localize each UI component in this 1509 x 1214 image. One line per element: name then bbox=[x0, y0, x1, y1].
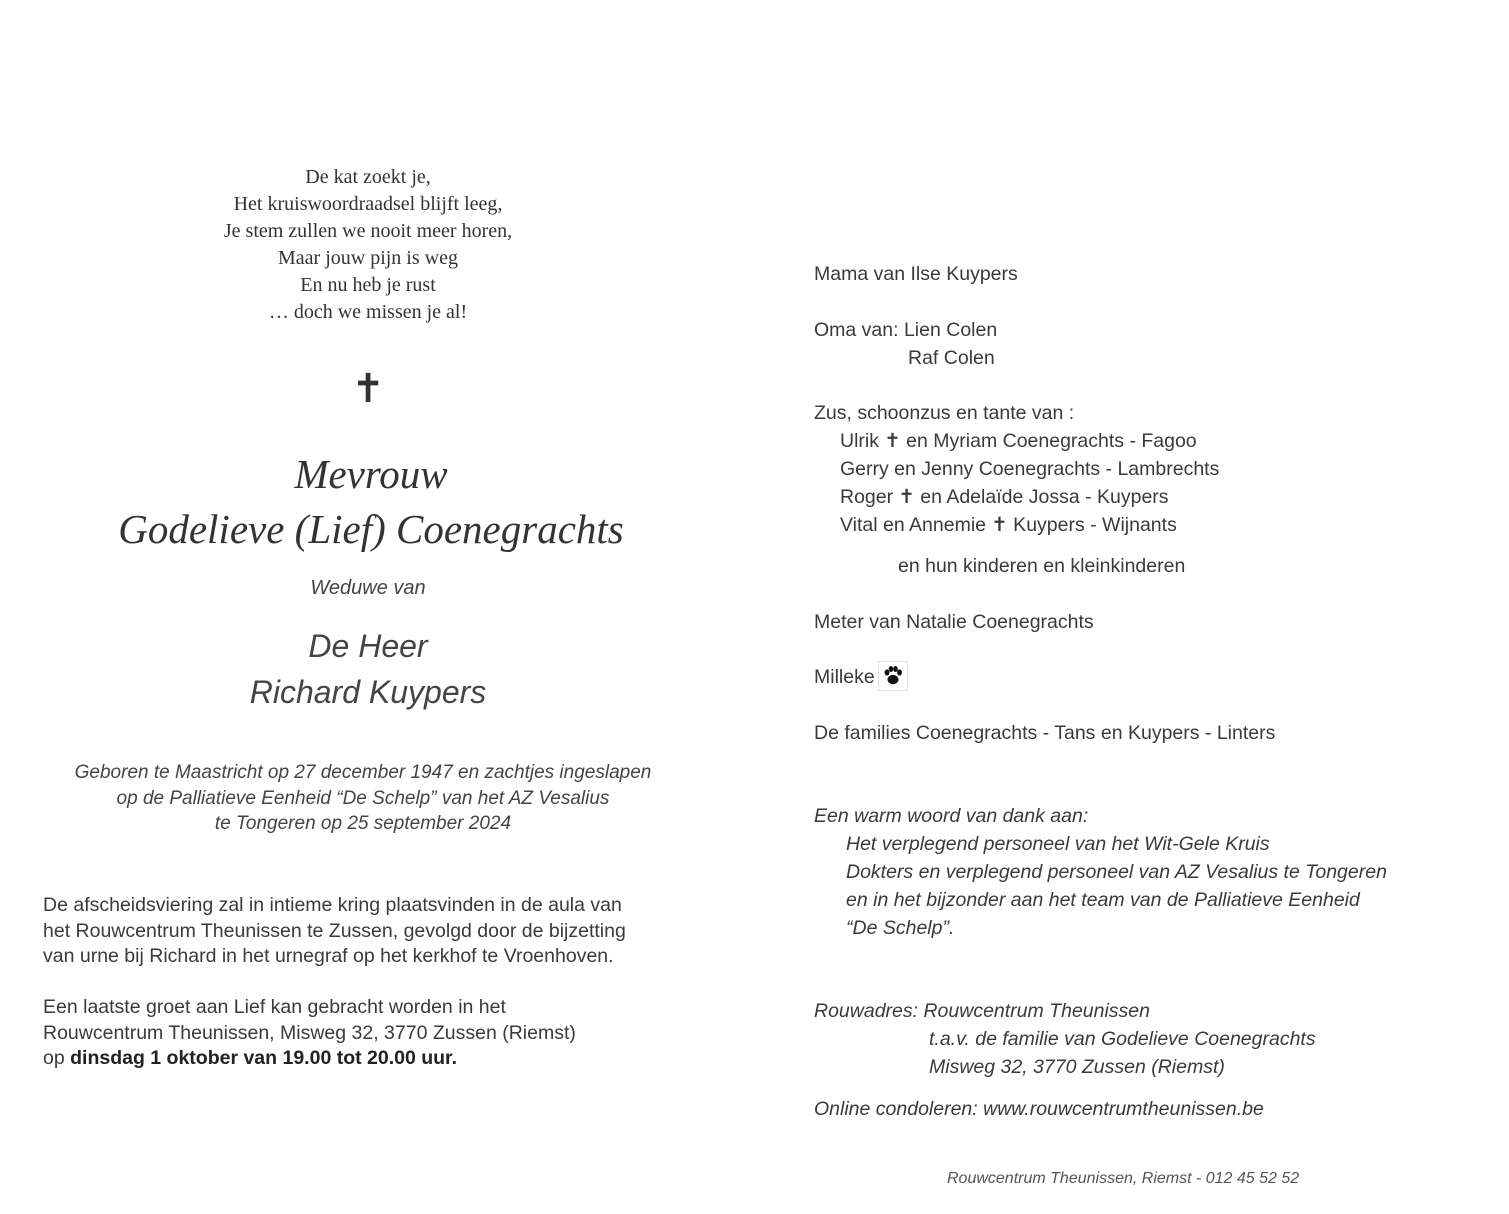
visitation-line bbox=[43, 1046, 703, 1072]
children-line: en hun kinderen en kleinkinderen bbox=[898, 555, 1186, 577]
zus-header: Zus, schoonzus en tante van : bbox=[814, 402, 1075, 424]
visitation-text bbox=[43, 995, 703, 1072]
visitation-prefix: op bbox=[43, 1047, 71, 1069]
pet-name: Milleke bbox=[814, 666, 875, 689]
birth-death-info bbox=[30, 760, 696, 837]
ceremony-line: het Rouwcentrum Theunissen te Zussen, gevolgd door de bijzetting bbox=[43, 919, 626, 942]
ceremony-line: van urne bij Richard in het urnegraf op het kerkhof te Vroenhoven. bbox=[43, 945, 614, 967]
oma-line: Oma van: Lien Colen bbox=[814, 319, 998, 341]
paw-icon bbox=[878, 661, 908, 691]
spouse-title: De Heer bbox=[308, 628, 428, 664]
spouse-name: Richard Kuypers bbox=[249, 674, 487, 710]
poem-line: Je stem zullen we nooit meer horen, bbox=[223, 220, 513, 242]
sibling-text: en Adelaïde Jossa - Kuypers bbox=[914, 486, 1169, 508]
address-line: t.a.v. de familie van Godelieve Coenegrachts bbox=[929, 1028, 1316, 1050]
poem-line: … doch we missen je al! bbox=[268, 301, 468, 323]
sibling-text: Gerry en Jenny Coenegrachts - Lambrechts bbox=[840, 458, 1220, 480]
address-label: Rouwadres: Rouwcentrum Theunissen bbox=[814, 1000, 1150, 1022]
widow-of-label: Weduwe van bbox=[310, 577, 426, 599]
meter-line: Meter van Natalie Coenegrachts bbox=[814, 611, 1094, 633]
poem-line: En nu heb je rust bbox=[300, 274, 436, 296]
address-line: Misweg 32, 3770 Zussen (Riemst) bbox=[929, 1056, 1225, 1078]
thanks-line: en in het bijzonder aan het team van de Palliatieve Eenheid bbox=[846, 889, 1360, 911]
sibling-line bbox=[840, 455, 1219, 483]
poem-line: Maar jouw pijn is weg bbox=[278, 247, 458, 269]
sibling-line bbox=[840, 511, 1177, 539]
cross-icon: ✝ bbox=[991, 514, 1008, 536]
deceased-name: Godelieve (Lief) Coenegrachts bbox=[118, 506, 624, 552]
visitation-line: Een laatste groet aan Lief kan gebracht worden in het bbox=[43, 996, 506, 1018]
sibling-text: Kuypers - Wijnants bbox=[1007, 514, 1177, 536]
birth-line: Geboren te Maastricht op 27 december 1947 en zachtjes ingeslapen bbox=[74, 762, 652, 783]
cross-icon: ✝ bbox=[884, 430, 901, 452]
families-line: De families Coenegrachts - Tans en Kuypers - Linters bbox=[814, 722, 1276, 744]
thanks-line: Dokters en verplegend personeel van AZ Vesalius te Tongeren bbox=[846, 861, 1387, 883]
online-condolence: Online condoleren: www.rouwcentrumtheunissen.be bbox=[814, 1098, 1264, 1120]
sibling-line bbox=[840, 483, 1169, 511]
thanks-line: “De Schelp”. bbox=[846, 917, 955, 939]
sibling-text: en Myriam Coenegrachts - Fagoo bbox=[900, 430, 1197, 452]
ceremony-text bbox=[43, 893, 703, 970]
oma-line-2: Raf Colen bbox=[908, 347, 995, 369]
visitation-line: Rouwcentrum Theunissen, Misweg 32, 3770 Zussen (Riemst) bbox=[43, 1021, 576, 1044]
poem-line: De kat zoekt je, bbox=[305, 166, 431, 188]
visitation-when: dinsdag 1 oktober van 19.00 tot 20.00 uur. bbox=[70, 1047, 457, 1069]
poem bbox=[118, 164, 618, 326]
mama-line: Mama van Ilse Kuypers bbox=[814, 263, 1018, 285]
birth-line: te Tongeren op 25 september 2024 bbox=[214, 813, 512, 834]
birth-line: op de Palliatieve Eenheid “De Schelp” van het AZ Vesalius bbox=[116, 787, 610, 809]
sibling-line bbox=[840, 427, 1197, 455]
thanks-line: Het verplegend personeel van het Wit-Gele Kruis bbox=[846, 833, 1270, 855]
pet-line bbox=[814, 663, 908, 693]
ceremony-line: De afscheidsviering zal in intieme kring plaatsvinden in de aula van bbox=[43, 894, 622, 916]
cross-icon: ✝ bbox=[898, 486, 915, 508]
deceased-title: Mevrouw bbox=[294, 451, 448, 497]
footer: Rouwcentrum Theunissen, Riemst - 012 45 52 52 bbox=[947, 1170, 1300, 1187]
poem-line: Het kruiswoordraadsel blijft leeg, bbox=[233, 193, 503, 215]
thanks-header: Een warm woord van dank aan: bbox=[814, 805, 1089, 827]
cross-icon: ✝ bbox=[351, 366, 385, 412]
sibling-text: Roger bbox=[840, 486, 899, 508]
sibling-text: Vital en Annemie bbox=[840, 514, 992, 536]
sibling-text: Ulrik bbox=[840, 430, 885, 452]
